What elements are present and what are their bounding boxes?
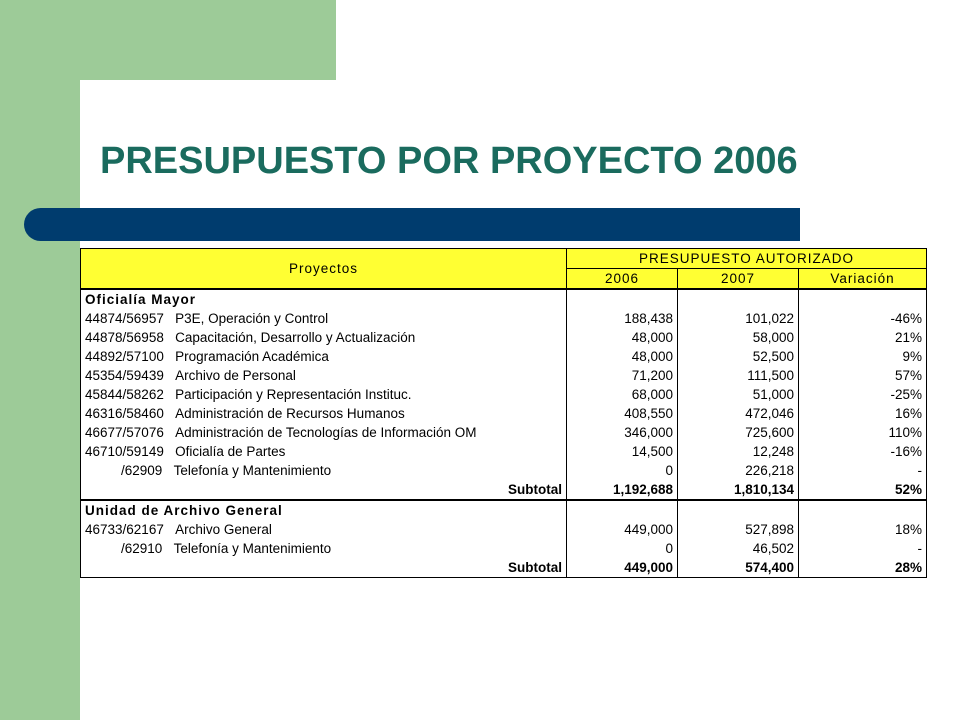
- value-2006: 14,500: [567, 442, 678, 461]
- project-name: Archivo General: [175, 521, 272, 537]
- value-2006: 346,000: [567, 423, 678, 442]
- top-accent-block: [0, 0, 336, 80]
- value-2006: 48,000: [567, 347, 678, 366]
- value-2006: 71,200: [567, 366, 678, 385]
- project-name: Administración de Tecnologías de Información OM: [175, 424, 477, 440]
- subtotal-2007: 574,400: [678, 558, 799, 578]
- value-2007: 51,000: [678, 385, 799, 404]
- project-name: Oficialía de Partes: [175, 443, 286, 459]
- project-cell: [81, 347, 567, 366]
- table-row: [81, 520, 927, 539]
- value-2006: 449,000: [567, 520, 678, 539]
- project-code: 44892/57100: [85, 348, 164, 364]
- project-code: 44874/56957: [85, 310, 164, 326]
- value-2006: 68,000: [567, 385, 678, 404]
- table-row: [81, 309, 927, 328]
- project-code: /62909: [121, 462, 163, 478]
- header-proyectos: Proyectos: [81, 249, 567, 290]
- project-cell: [81, 442, 567, 461]
- project-code: 45354/59439: [85, 367, 164, 383]
- value-2006: 188,438: [567, 309, 678, 328]
- table-row: [81, 461, 927, 480]
- project-code: 46710/59149: [85, 443, 164, 459]
- value-2007: 472,046: [678, 404, 799, 423]
- project-cell: [81, 520, 567, 539]
- project-cell: [81, 404, 567, 423]
- table-row: [81, 404, 927, 423]
- subtotal-row: [81, 558, 927, 578]
- header-row-1: [81, 249, 927, 269]
- value-variacion: -25%: [799, 385, 927, 404]
- header-2007: 2007: [678, 269, 799, 290]
- table-row: [81, 328, 927, 347]
- section-title: Unidad de Archivo General: [81, 500, 567, 520]
- project-cell: [81, 539, 567, 558]
- value-variacion: -: [799, 539, 927, 558]
- project-cell: [81, 366, 567, 385]
- value-2007: 58,000: [678, 328, 799, 347]
- table-row: [81, 347, 927, 366]
- value-variacion: 18%: [799, 520, 927, 539]
- value-2006: 408,550: [567, 404, 678, 423]
- project-name: Capacitación, Desarrollo y Actualización: [175, 329, 416, 345]
- subtotal-row: [81, 480, 927, 500]
- value-variacion: -16%: [799, 442, 927, 461]
- value-2006: 0: [567, 539, 678, 558]
- table-row: [81, 385, 927, 404]
- slide-title: PRESUPUESTO POR PROYECTO 2006: [100, 140, 798, 182]
- project-cell: [81, 328, 567, 347]
- value-variacion: 110%: [799, 423, 927, 442]
- left-accent-band: [0, 0, 80, 720]
- section-title-row: [81, 500, 927, 520]
- content-corner: [80, 80, 140, 140]
- project-name: Telefonía y Mantenimiento: [173, 462, 332, 478]
- project-code: 46733/62167: [85, 521, 164, 537]
- value-2006: 48,000: [567, 328, 678, 347]
- project-cell: [81, 461, 567, 480]
- value-2007: 527,898: [678, 520, 799, 539]
- value-2007: 725,600: [678, 423, 799, 442]
- table-row: [81, 366, 927, 385]
- section-title: Oficialía Mayor: [81, 289, 567, 309]
- project-name: Administración de Recursos Humanos: [175, 405, 405, 421]
- subtotal-2007: 1,810,134: [678, 480, 799, 500]
- project-cell: [81, 309, 567, 328]
- value-variacion: -: [799, 461, 927, 480]
- project-code: 45844/58262: [85, 386, 164, 402]
- header-variacion: Variación: [799, 269, 927, 290]
- value-variacion: 9%: [799, 347, 927, 366]
- value-variacion: -46%: [799, 309, 927, 328]
- subtotal-label: Subtotal: [81, 558, 567, 578]
- value-variacion: 16%: [799, 404, 927, 423]
- subtotal-2006: 1,192,688: [567, 480, 678, 500]
- value-2007: 12,248: [678, 442, 799, 461]
- table-row: [81, 423, 927, 442]
- value-2007: 46,502: [678, 539, 799, 558]
- value-2007: 111,500: [678, 366, 799, 385]
- value-variacion: 57%: [799, 366, 927, 385]
- table-row: [81, 442, 927, 461]
- value-variacion: 21%: [799, 328, 927, 347]
- table-row: [81, 539, 927, 558]
- header-group: PRESUPUESTO AUTORIZADO: [567, 249, 927, 269]
- project-code: /62910: [121, 540, 163, 556]
- title-underline-bar: [24, 208, 800, 241]
- value-2006: 0: [567, 461, 678, 480]
- project-name: P3E, Operación y Control: [175, 310, 329, 326]
- subtotal-label: Subtotal: [81, 480, 567, 500]
- project-code: 46316/58460: [85, 405, 164, 421]
- value-2007: 226,218: [678, 461, 799, 480]
- project-name: Programación Académica: [175, 348, 329, 364]
- value-2007: 52,500: [678, 347, 799, 366]
- project-name: Participación y Representación Instituc.: [175, 386, 412, 402]
- project-cell: [81, 385, 567, 404]
- project-name: Telefonía y Mantenimiento: [173, 540, 332, 556]
- project-name: Archivo de Personal: [175, 367, 296, 383]
- header-2006: 2006: [567, 269, 678, 290]
- value-2007: 101,022: [678, 309, 799, 328]
- project-code: 46677/57076: [85, 424, 164, 440]
- project-code: 44878/56958: [85, 329, 164, 345]
- section-title-row: [81, 289, 927, 309]
- subtotal-variacion: 52%: [799, 480, 927, 500]
- project-cell: [81, 423, 567, 442]
- subtotal-2006: 449,000: [567, 558, 678, 578]
- subtotal-variacion: 28%: [799, 558, 927, 578]
- budget-table: [80, 248, 927, 578]
